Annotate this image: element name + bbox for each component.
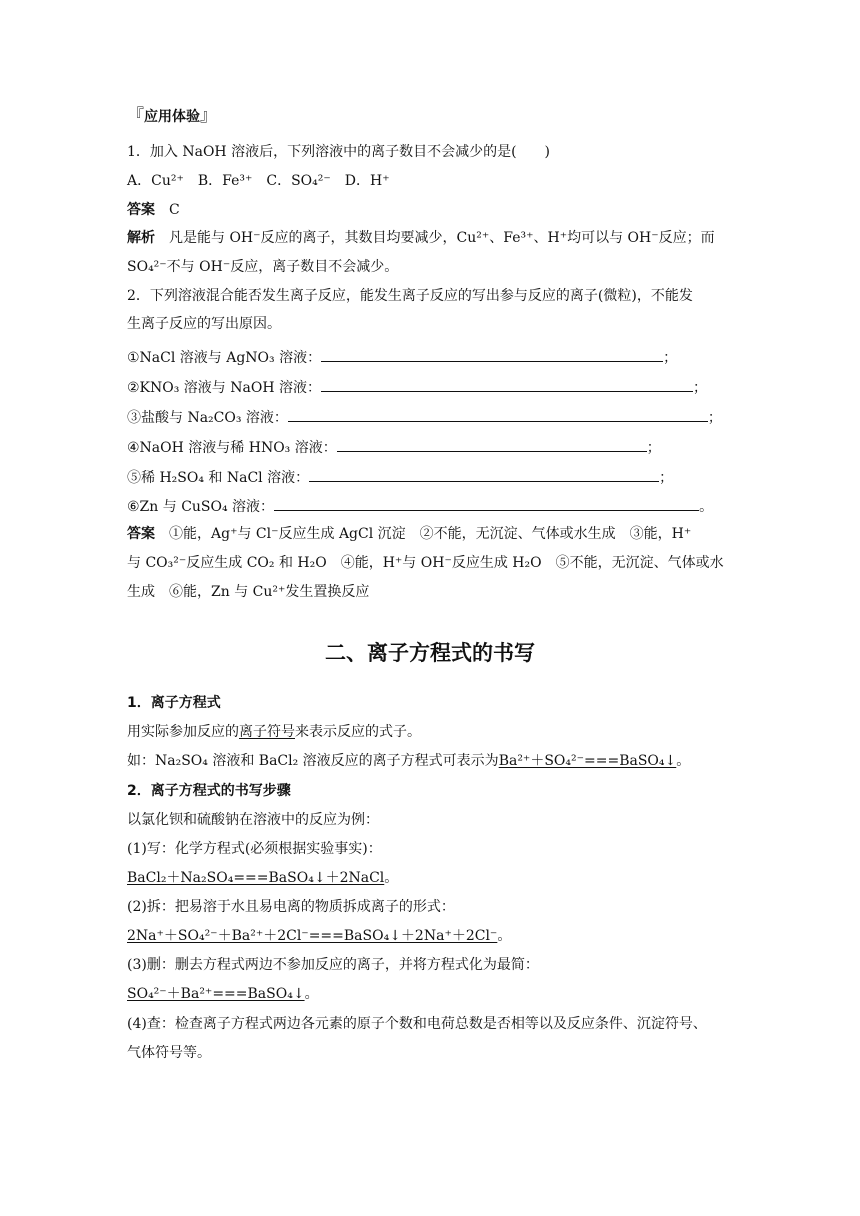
- subsection-heading-1: 1．离子方程式: [127, 695, 221, 711]
- question-1-analysis-line-1: 解析 凡是能与 OH⁻反应的离子，其数目均要减少，Cu²⁺、Fe³⁺、H⁺均可以与 OH⁻反应；而: [127, 230, 715, 246]
- question-1-options: A．Cu²⁺ B．Fe³⁺ C．SO₄²⁻ D．H⁺: [127, 173, 390, 189]
- answer-blank[interactable]: [337, 437, 647, 452]
- question-2-answer-line-3: 生成 ⑥能，Zn 与 Cu²⁺发生置换反应: [127, 584, 370, 600]
- step-4-line-1: (4)查：检查离子方程式两边各元素的原子个数和电荷总数是否相等以及反应条件、沉淀符号、: [127, 1016, 707, 1032]
- question-1-analysis-line-2: SO₄²⁻不与 OH⁻反应，离子数目不会减少。: [127, 259, 399, 275]
- fill-blank-item-2: ②KNO₃ 溶液与 NaOH 溶液： ；: [127, 377, 707, 397]
- key-term: 离子符号: [239, 724, 295, 740]
- answer-blank[interactable]: [321, 347, 663, 362]
- answer-blank[interactable]: [288, 407, 708, 422]
- right-corner-bracket-icon: 』: [200, 106, 217, 126]
- fill-blank-item-3: ③盐酸与 Na₂CO₃ 溶液： ；: [127, 407, 722, 427]
- answer-label: 答案: [127, 202, 155, 218]
- question-1-stem: 1．加入 NaOH 溶液后，下列溶液中的离子数目不会减少的是( ): [127, 144, 551, 160]
- section-heading: 『应用体验』: [127, 106, 217, 126]
- answer-blank[interactable]: [309, 467, 659, 482]
- question-2-stem-line-2: 生离子反应的写出原因。: [127, 316, 281, 332]
- step-1-text: (1)写：化学方程式(必须根据实验事实)：: [127, 841, 382, 857]
- question-2-answer-line-2: 与 CO₃²⁻反应生成 CO₂ 和 H₂O ④能，H⁺与 OH⁻反应生成 H₂O ⑤不能，无沉淀、气体或水: [127, 555, 724, 571]
- steps-intro: 以氯化钡和硫酸钠在溶液中的反应为例：: [127, 812, 379, 828]
- question-2-stem-line-1: 2．下列溶液混合能否发生离子反应，能发生离子反应的写出参与反应的离子(微粒)，不能发: [127, 288, 693, 304]
- answer-label: 答案: [127, 526, 155, 542]
- subsection-heading-2: 2．离子方程式的书写步骤: [127, 783, 291, 799]
- section-title: 二、离子方程式的书写: [325, 641, 535, 665]
- example-line: 如：Na₂SO₄ 溶液和 BaCl₂ 溶液反应的离子方程式可表示为Ba²⁺＋SO₄²⁻===BaSO₄↓。: [127, 753, 691, 769]
- fill-blank-item-5: ⑤稀 H₂SO₄ 和 NaCl 溶液： ；: [127, 467, 673, 487]
- analysis-label: 解析: [127, 230, 155, 246]
- step-4-line-2: 气体符号等。: [127, 1045, 211, 1061]
- answer-blank[interactable]: [274, 496, 699, 511]
- left-corner-bracket-icon: 『: [127, 106, 144, 126]
- question-1-answer: [127, 201, 180, 219]
- step-3-equation: SO₄²⁻＋Ba²⁺===BaSO₄↓。: [127, 986, 319, 1002]
- answer-blank[interactable]: [321, 377, 693, 392]
- step-2-text: (2)拆：把易溶于水且易电离的物质拆成离子的形式：: [127, 899, 455, 915]
- question-2-answer-line-1: 答案 ①能，Ag⁺与 Cl⁻反应生成 AgCl 沉淀 ②不能，无沉淀、气体或水生成 ③能，H⁺: [127, 526, 692, 542]
- fill-blank-item-6: ⑥Zn 与 CuSO₄ 溶液： 。: [127, 496, 713, 516]
- step-3-text: (3)删：删去方程式两边不参加反应的离子，并将方程式化为最简：: [127, 957, 539, 973]
- ionic-equation: Ba²⁺＋SO₄²⁻===BaSO₄↓: [498, 753, 677, 769]
- answer-value: C: [169, 202, 180, 218]
- fill-blank-item-4: ④NaOH 溶液与稀 HNO₃ 溶液： ；: [127, 437, 661, 457]
- step-1-equation: BaCl₂＋Na₂SO₄===BaSO₄↓＋2NaCl。: [127, 870, 399, 886]
- step-2-equation: 2Na⁺＋SO₄²⁻＋Ba²⁺＋2Cl⁻===BaSO₄↓＋2Na⁺＋2Cl⁻。: [127, 928, 512, 944]
- definition-line: 用实际参加反应的离子符号来表示反应的式子。: [127, 724, 421, 740]
- fill-blank-item-1: ①NaCl 溶液与 AgNO₃ 溶液： ；: [127, 347, 677, 367]
